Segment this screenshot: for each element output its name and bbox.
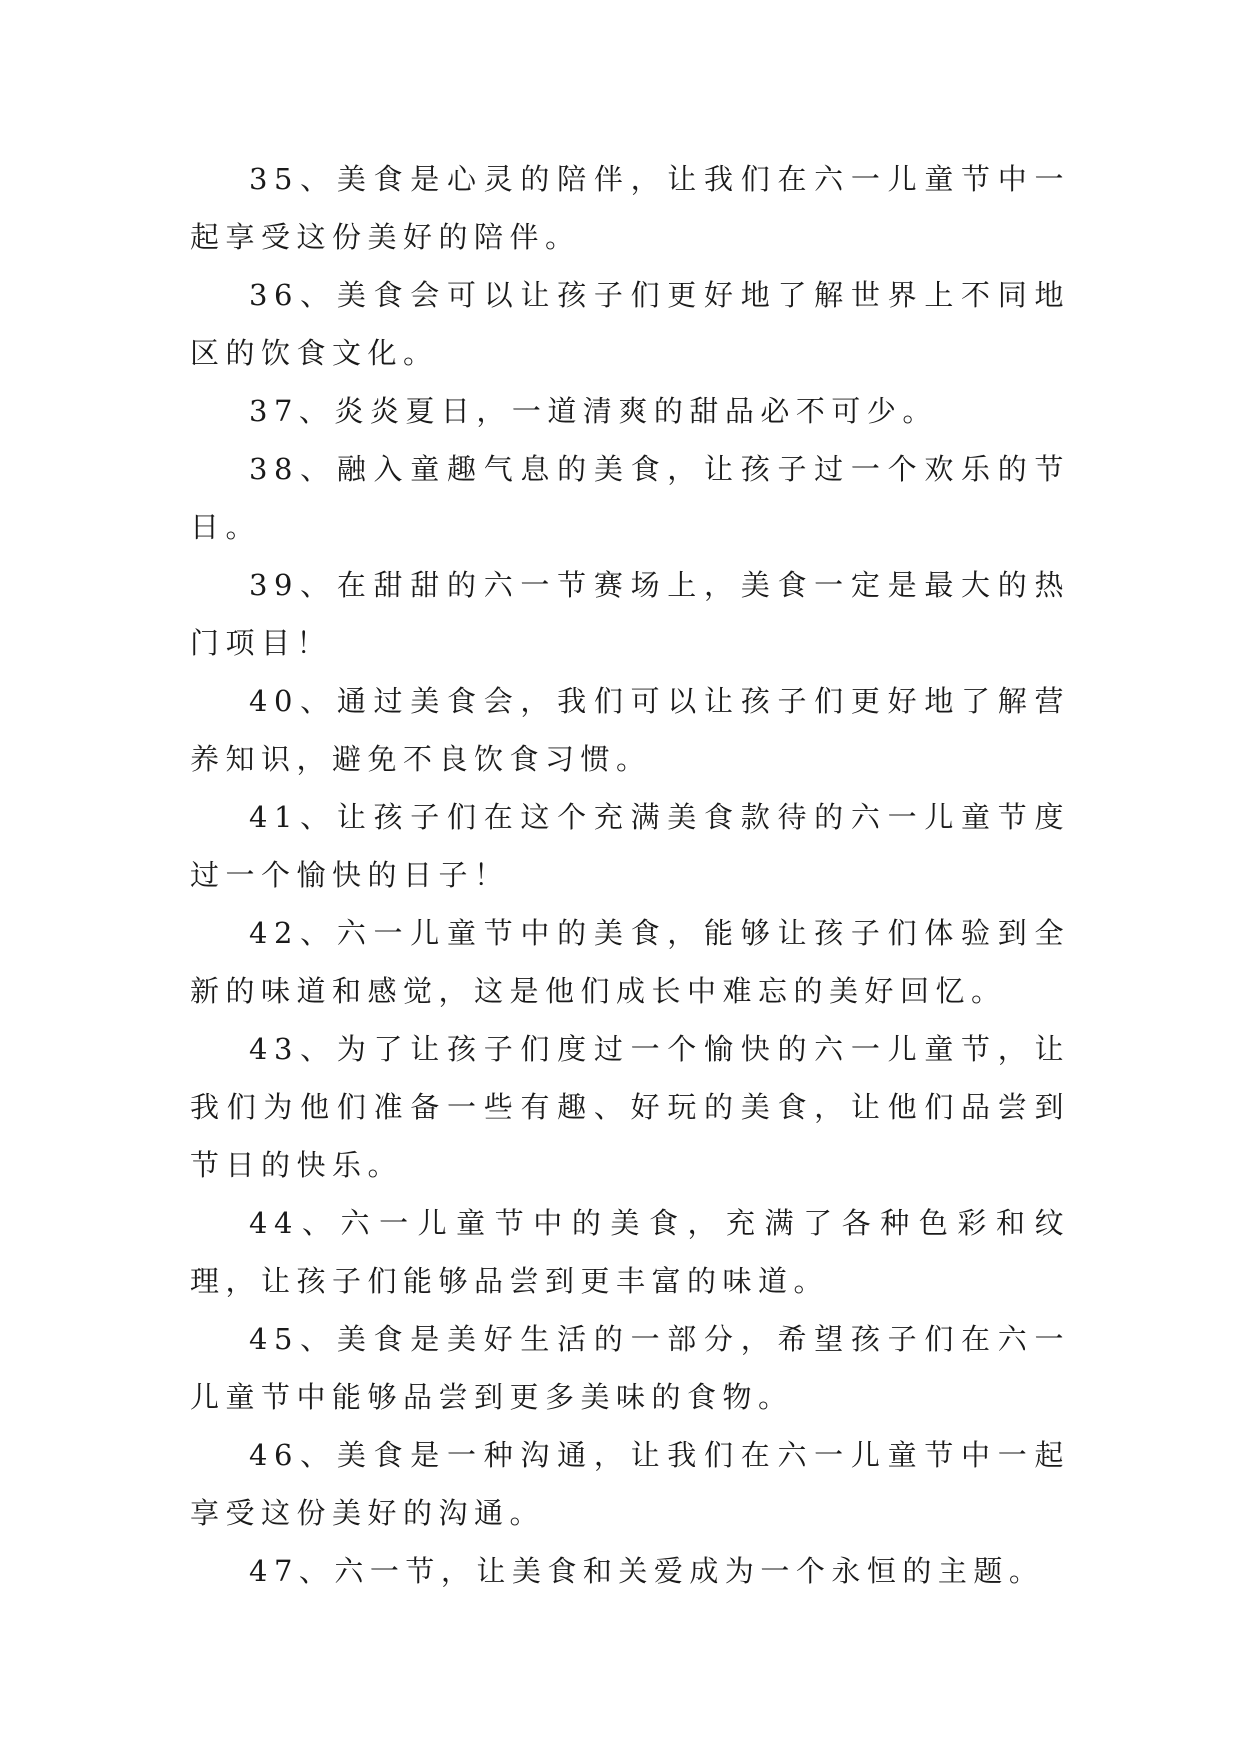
paragraph-47: 47、六一节，让美食和关爱成为一个永恒的主题。	[249, 1554, 1045, 1588]
paragraph-41: 41、让孩子们在这个充满美食款待的六一儿童节度过一个愉快的日子！	[190, 800, 1070, 892]
paragraph-43: 43、为了让孩子们度过一个愉快的六一儿童节，让我们为他们准备一些有趣、好玩的美食，让他们品尝到节日的快乐。	[190, 1032, 1070, 1182]
paragraph-39: 39、在甜甜的六一节赛场上，美食一定是最大的热门项目！	[190, 568, 1070, 660]
document-body	[190, 150, 1070, 1600]
paragraph-38: 38、融入童趣气息的美食，让孩子过一个欢乐的节日。	[190, 452, 1070, 544]
paragraph-44: 44、六一儿童节中的美食，充满了各种色彩和纹理，让孩子们能够品尝到更丰富的味道。	[190, 1206, 1070, 1298]
paragraph-37: 37、炎炎夏日，一道清爽的甜品必不可少。	[249, 394, 938, 428]
paragraph-42: 42、六一儿童节中的美食，能够让孩子们体验到全新的味道和感觉，这是他们成长中难忘的美好回忆。	[190, 916, 1070, 1008]
paragraph-46: 46、美食是一种沟通，让我们在六一儿童节中一起享受这份美好的沟通。	[190, 1438, 1070, 1530]
paragraph-40: 40、通过美食会，我们可以让孩子们更好地了解营养知识，避免不良饮食习惯。	[190, 684, 1070, 776]
paragraph-35: 35、美食是心灵的陪伴，让我们在六一儿童节中一起享受这份美好的陪伴。	[190, 162, 1070, 254]
paragraph-45: 45、美食是美好生活的一部分，希望孩子们在六一儿童节中能够品尝到更多美味的食物。	[190, 1322, 1070, 1414]
paragraph-36: 36、美食会可以让孩子们更好地了解世界上不同地区的饮食文化。	[190, 278, 1070, 370]
